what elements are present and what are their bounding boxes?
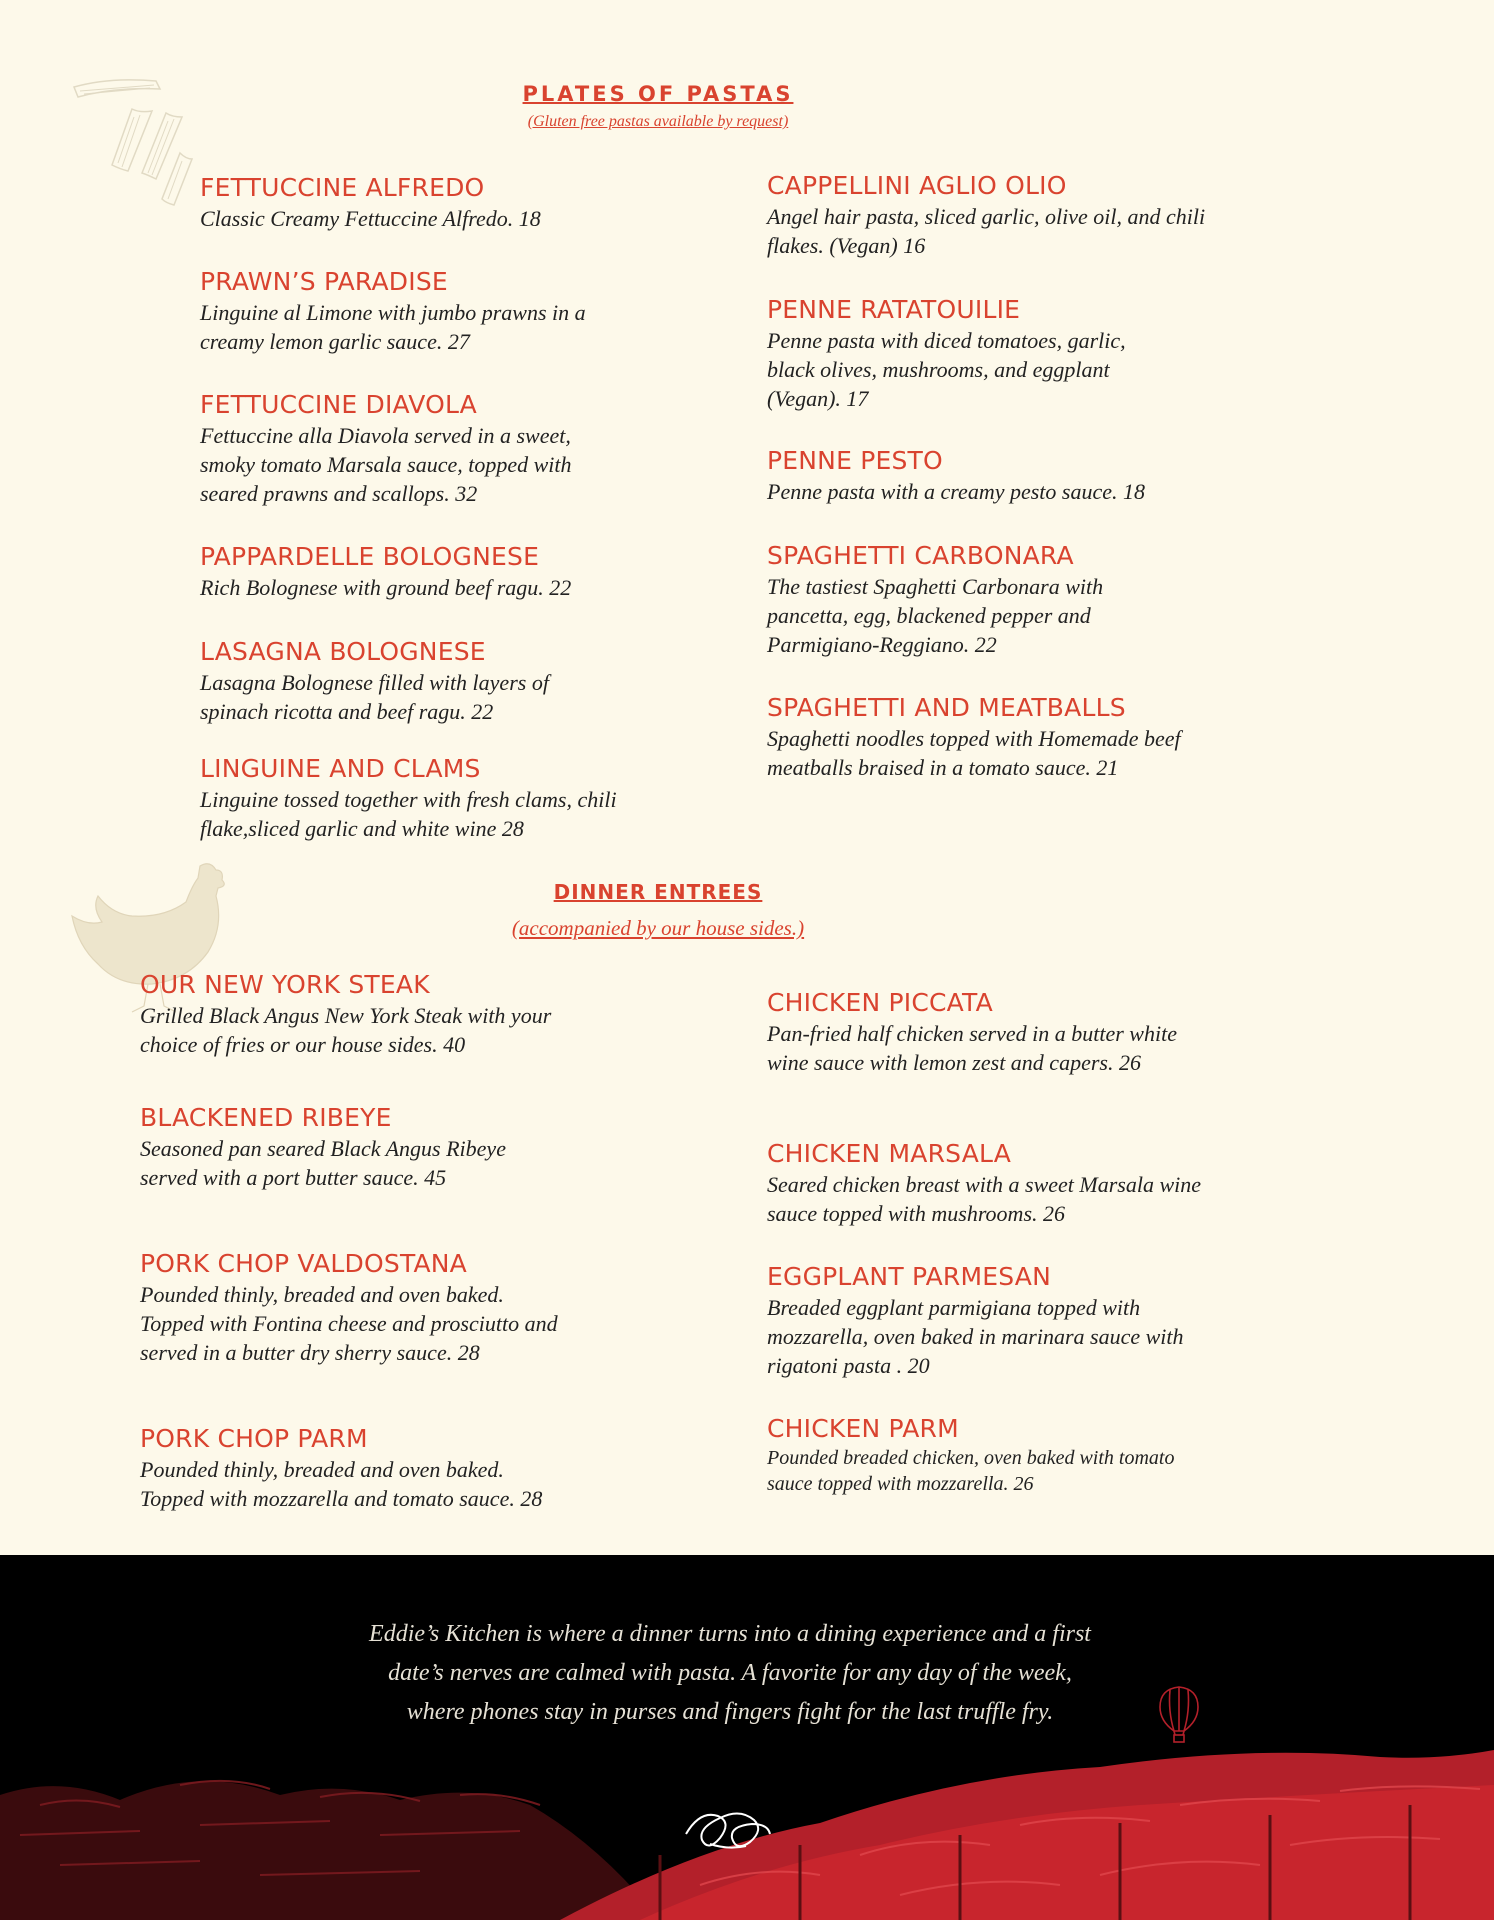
item-name: CHICKEN PICCATA — [767, 988, 993, 1017]
pasta-section-subtitle: (Gluten free pastas available by request) — [527, 113, 789, 130]
menu-item — [767, 1138, 1207, 1228]
hot-air-balloon-icon — [1156, 1685, 1202, 1747]
item-description: Pounded breaded chicken, oven baked with tomato sauce topped with mozzarella. 26 — [767, 1447, 1175, 1495]
menu-item — [140, 1248, 560, 1367]
item-name: CHICKEN MARSALA — [767, 1139, 1012, 1168]
item-name: PENNE PESTO — [767, 446, 943, 475]
item-description: Grilled Black Angus New York Steak with your choice of fries or our house sides. 40 — [140, 1003, 552, 1057]
menu-item — [200, 172, 720, 233]
item-description: Linguine tossed together with fresh clams, chili flake,sliced garlic and white wine 28 — [200, 787, 617, 841]
item-description: Linguine al Limone with jumbo prawns in a creamy lemon garlic sauce. 27 — [200, 300, 586, 354]
item-name: SPAGHETTI CARBONARA — [767, 541, 1074, 570]
item-description: Rich Bolognese with ground beef ragu. 22 — [200, 575, 572, 600]
menu-item — [767, 1413, 1187, 1497]
menu-item — [767, 987, 1187, 1077]
item-name: CAPPELLINI AGLIO OLIO — [767, 171, 1067, 200]
footer-tagline: Eddie’s Kitchen is where a dinner turns into a dining experience and a first date’s nerves are calmed with pasta. A favorite for any day of the week, where phones stay in purses and fingers fight for the last truffle fry. — [369, 1621, 1091, 1725]
item-name: PAPPARDELLE BOLOGNESE — [200, 542, 540, 571]
item-description: Fettuccine alla Diavola served in a sweet, smoky tomato Marsala sauce, topped with seared prawns and scallops. 32 — [200, 423, 572, 506]
item-name: EGGPLANT PARMESAN — [767, 1262, 1051, 1291]
item-description: Pounded thinly, breaded and oven baked. Topped with mozzarella and tomato sauce. 28 — [140, 1457, 543, 1511]
item-name: CHICKEN PARM — [767, 1414, 959, 1443]
item-name: OUR NEW YORK STEAK — [140, 970, 430, 999]
item-description: Seasoned pan seared Black Angus Ribeye served with a port butter sauce. 45 — [140, 1136, 506, 1190]
menu-item — [200, 389, 620, 508]
item-description: Spaghetti noodles topped with Homemade beef meatballs braised in a tomato sauce. 21 — [767, 726, 1181, 780]
item-name: PORK CHOP PARM — [140, 1424, 368, 1453]
menu-item — [200, 541, 720, 602]
menu-item — [767, 294, 1177, 413]
item-name: BLACKENED RIBEYE — [140, 1103, 392, 1132]
menu-item — [200, 266, 640, 356]
footer-banner — [0, 1555, 1494, 1920]
menu-item — [767, 540, 1187, 659]
item-description: Pan-fried half chicken served in a butter white wine sauce with lemon zest and capers. 26 — [767, 1021, 1177, 1075]
menu-item — [140, 1423, 560, 1513]
menu-item — [767, 1261, 1207, 1380]
menu-item — [767, 445, 1287, 506]
item-description: Penne pasta with diced tomatoes, garlic, black olives, mushrooms, and eggplant (Vegan). 17 — [767, 328, 1126, 411]
entrees-section-title: DINNER ENTREES — [553, 880, 763, 904]
item-description: Angel hair pasta, sliced garlic, olive oil, and chili flakes. (Vegan) 16 — [767, 204, 1206, 258]
menu-item — [140, 969, 560, 1059]
entrees-section-subtitle: (accompanied by our house sides.) — [511, 916, 805, 940]
item-name: FETTUCCINE DIAVOLA — [200, 390, 477, 419]
menu-item — [140, 1102, 560, 1192]
item-description: Pounded thinly, breaded and oven baked. Topped with Fontina cheese and prosciutto and served in a butter dry sherry sauce. 28 — [140, 1282, 558, 1365]
item-description: Seared chicken breast with a sweet Marsala wine sauce topped with mushrooms. 26 — [767, 1172, 1202, 1226]
item-description: Classic Creamy Fettuccine Alfredo. 18 — [200, 206, 541, 231]
menu-item — [200, 753, 630, 843]
item-name: SPAGHETTI AND MEATBALLS — [767, 693, 1126, 722]
signature-logo — [680, 1800, 776, 1856]
item-description: The tastiest Spaghetti Carbonara with pancetta, egg, blackened pepper and Parmigiano-Reggiano. 22 — [767, 574, 1104, 657]
item-description: Breaded eggplant parmigiana topped with mozzarella, oven baked in marinara sauce with rigatoni pasta . 20 — [767, 1295, 1184, 1378]
menu-item — [767, 692, 1207, 782]
item-name: PORK CHOP VALDOSTANA — [140, 1249, 467, 1278]
item-name: PENNE RATATOUILIE — [767, 295, 1021, 324]
pasta-section-title: PLATES OF PASTAS — [522, 82, 794, 106]
item-name: LASAGNA BOLOGNESE — [200, 637, 486, 666]
menu-item — [200, 636, 620, 726]
item-name: LINGUINE AND CLAMS — [200, 754, 481, 783]
item-description: Lasagna Bolognese filled with layers of spinach ricotta and beef ragu. 22 — [200, 670, 549, 724]
item-name: FETTUCCINE ALFREDO — [200, 173, 485, 202]
menu-item — [767, 170, 1207, 260]
item-description: Penne pasta with a creamy pesto sauce. 18 — [767, 479, 1145, 504]
item-name: PRAWN’S PARADISE — [200, 267, 448, 296]
